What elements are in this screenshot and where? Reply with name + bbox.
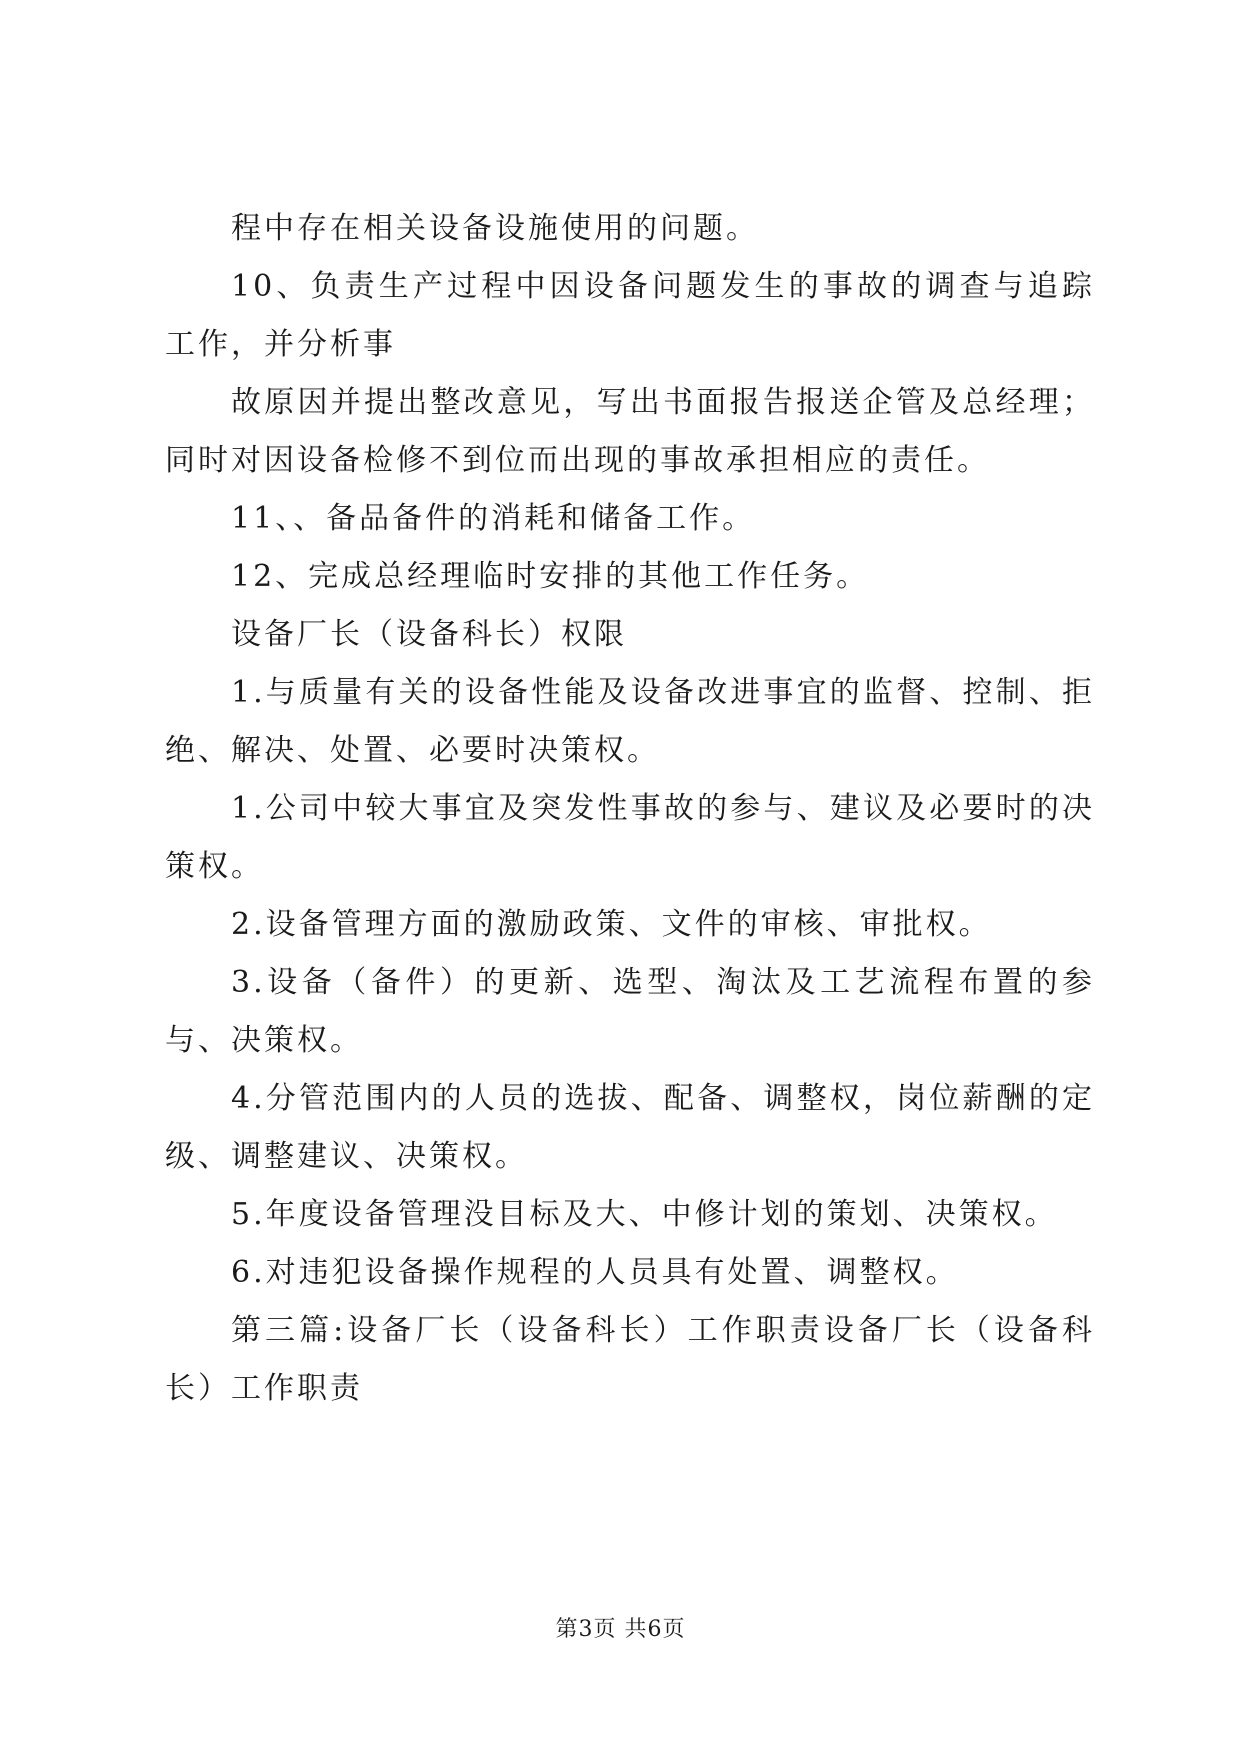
paragraph: 3.设备（备件）的更新、选型、淘汰及工艺流程布置的参与、决策权。 <box>165 965 1095 1058</box>
page-number-footer: 第3页 共6页 <box>555 1617 686 1642</box>
paragraph: 故原因并提出整改意见，写出书面报告报送企管及总经理；同时对因设备检修不到位而出现的事故承担相应的责任。 <box>165 385 1095 478</box>
section-heading: 设备厂长（设备科长）权限 <box>231 617 627 652</box>
document-body <box>165 200 1095 1418</box>
paragraph: 2.设备管理方面的激励政策、文件的审核、审批权。 <box>231 907 992 942</box>
paragraph: 5.年度设备管理没目标及大、中修计划的策划、决策权。 <box>231 1197 1058 1232</box>
paragraph: 1.与质量有关的设备性能及设备改进事宜的监督、控制、拒绝、解决、处置、必要时决策权。 <box>165 675 1095 768</box>
paragraph: 程中存在相关设备设施使用的问题。 <box>231 211 759 246</box>
paragraph: 4.分管范围内的人员的选拔、配备、调整权，岗位薪酬的定级、调整建议、决策权。 <box>165 1081 1095 1174</box>
paragraph: 11、、备品备件的消耗和储备工作。 <box>231 501 756 536</box>
paragraph: 12、完成总经理临时安排的其他工作任务。 <box>231 559 870 594</box>
chapter-heading: 第三篇:设备厂长（设备科长）工作职责设备厂长（设备科长）工作职责 <box>165 1313 1095 1406</box>
paragraph: 6.对违犯设备操作规程的人员具有处置、调整权。 <box>231 1255 959 1290</box>
paragraph: 10、负责生产过程中因设备问题发生的事故的调查与追踪工作，并分析事 <box>165 269 1095 362</box>
paragraph: 1.公司中较大事宜及突发性事故的参与、建议及必要时的决策权。 <box>165 791 1095 884</box>
